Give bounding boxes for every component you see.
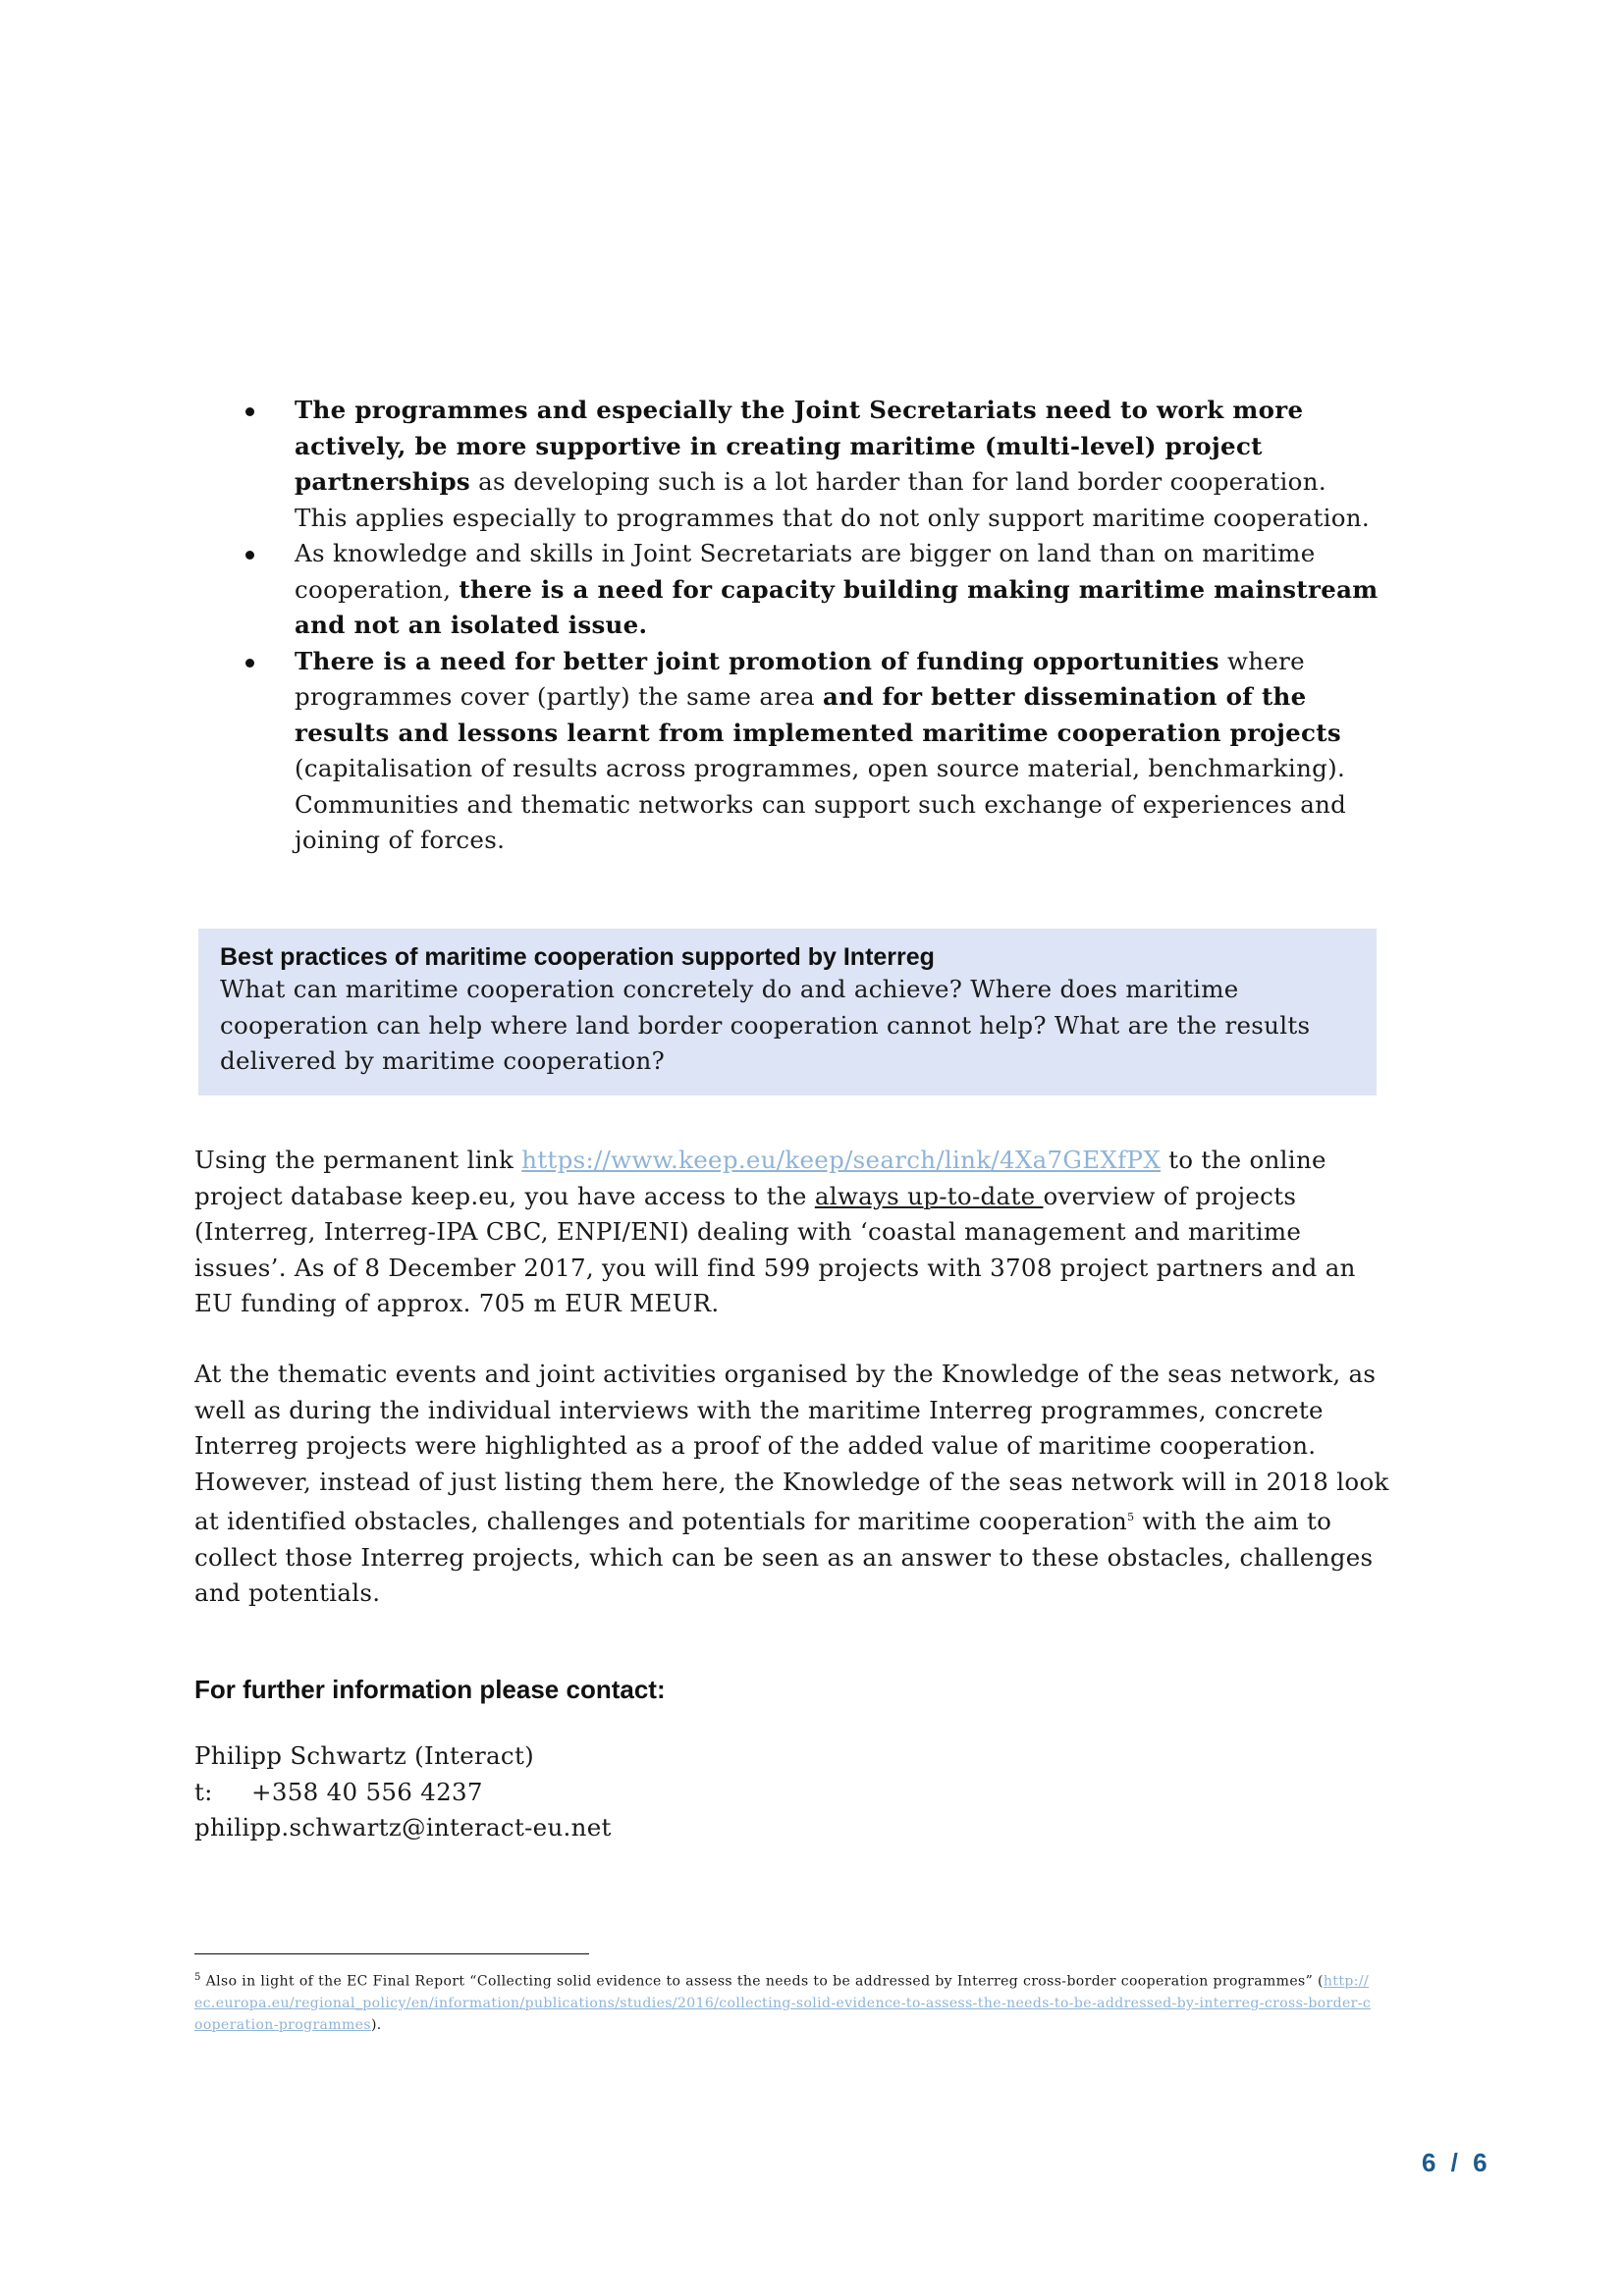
bullet-bold-text: there is a need for capacity building making maritime mainstream and not an isolated issue. xyxy=(295,574,1379,639)
underlined-text: always up-to-date xyxy=(814,1181,1044,1210)
box-title: Best practices of maritime cooperation supported by Interreg xyxy=(220,943,935,971)
contact-name: Philipp Schwartz (Interact) xyxy=(194,1741,534,1770)
keep-database-link[interactable]: https://www.keep.eu/keep/search/link/4Xa7GEXfPX xyxy=(521,1146,1162,1174)
footnote-text: Also in light of the EC Final Report “Collecting solid evidence to assess the needs to be addressed by Interreg cross-border cooperation programmes” ( xyxy=(200,1973,1324,1990)
bullet-section xyxy=(194,393,1382,859)
footnote-number: 5 xyxy=(194,1972,201,1983)
network-paragraph xyxy=(194,1357,1392,1612)
list-item xyxy=(194,644,1382,859)
contact-email[interactable]: philipp.schwartz@interact-eu.net xyxy=(194,1813,612,1842)
box-text: What can maritime cooperation concretely do and achieve? Where does maritime cooperation can help where land border cooperation cannot help? What are the results delivered by maritime cooperation? xyxy=(220,975,1311,1075)
contact-heading: For further information please contact: xyxy=(194,1675,666,1704)
contact-block xyxy=(194,1738,1392,1846)
phone-label: t: xyxy=(194,1777,213,1806)
recommendation-list xyxy=(194,393,1382,859)
footnote-link[interactable]: http://ec.europa.eu/regional_policy/en/information/publications/studies/2016/collecting-solid-evidence-to-assess-the-needs-to-be-addressed-by-interreg-cross-border-cooperation-programmes xyxy=(194,1973,1372,2033)
bullet-text: where programmes cover (partly) the same area xyxy=(295,646,1305,711)
paragraph-text: At the thematic events and joint activities organised by the Knowledge of the seas network, as well as during the individual interviews with the maritime Interreg programmes, concrete Interreg projects were highlighted as a proof of the added value of maritime cooperation. However, instead of just listing them here, the Knowledge of the seas network will in 2018 look at identified obstacles, challenges and potentials for maritime cooperation xyxy=(194,1360,1389,1536)
footnote xyxy=(194,1967,1373,2036)
best-practices-box xyxy=(198,929,1377,1095)
bullet-icon xyxy=(245,659,254,667)
bullet-text: As knowledge and skills in Joint Secretariats are bigger on land than on maritime cooperation, xyxy=(295,539,1316,604)
footnote-end: ). xyxy=(370,2016,382,2033)
paragraph-text: overview of projects (Interreg, Interreg-IPA CBC, ENPI/ENI) dealing with ‘coastal management and maritime issues’. As of 8 December 2017, you will find 599 projects with 3708 project partners and an EU funding of approx. 705 m EUR MEUR. xyxy=(194,1181,1356,1317)
paragraph-text: Using the permanent link xyxy=(194,1146,522,1174)
phone-number: +358 40 556 4237 xyxy=(251,1777,483,1806)
footnote-divider xyxy=(194,1953,589,1954)
list-item xyxy=(194,536,1382,644)
paragraph-text: with the aim to collect those Interreg projects, which can be seen as an answer to these obstacles, challenges and potentials. xyxy=(194,1507,1374,1608)
keep-paragraph xyxy=(194,1143,1392,1322)
bullet-text: (capitalisation of results across programmes, open source material, benchmarking). Communities and thematic networks can support such exchange of experiences and joining of forces. xyxy=(295,754,1347,854)
footnote-ref[interactable]: 5 xyxy=(1127,1511,1135,1523)
bullet-bold-text: The programmes and especially the Joint Secretariats need to work more actively, be more supportive in creating maritime (multi-level) project partnerships xyxy=(295,396,1304,496)
bullet-bold-text: and for better dissemination of the results and lessons learnt from implemented maritime cooperation projects xyxy=(295,682,1341,747)
bullet-text: as developing such is a lot harder than for land border cooperation. This applies especially to programmes that do not only support maritime cooperation. xyxy=(295,467,1370,532)
bullet-icon xyxy=(245,551,254,560)
bullet-bold-text: There is a need for better joint promotion of funding opportunities xyxy=(295,646,1219,675)
list-item xyxy=(194,393,1382,536)
contact-phone-row xyxy=(194,1775,1392,1811)
paragraph-text: to the online project database keep.eu, you have access to the xyxy=(194,1146,1326,1210)
contact-heading-wrap xyxy=(194,1675,1392,1705)
page-number: 6 / 6 xyxy=(1422,2148,1491,2177)
bullet-icon xyxy=(245,407,254,416)
